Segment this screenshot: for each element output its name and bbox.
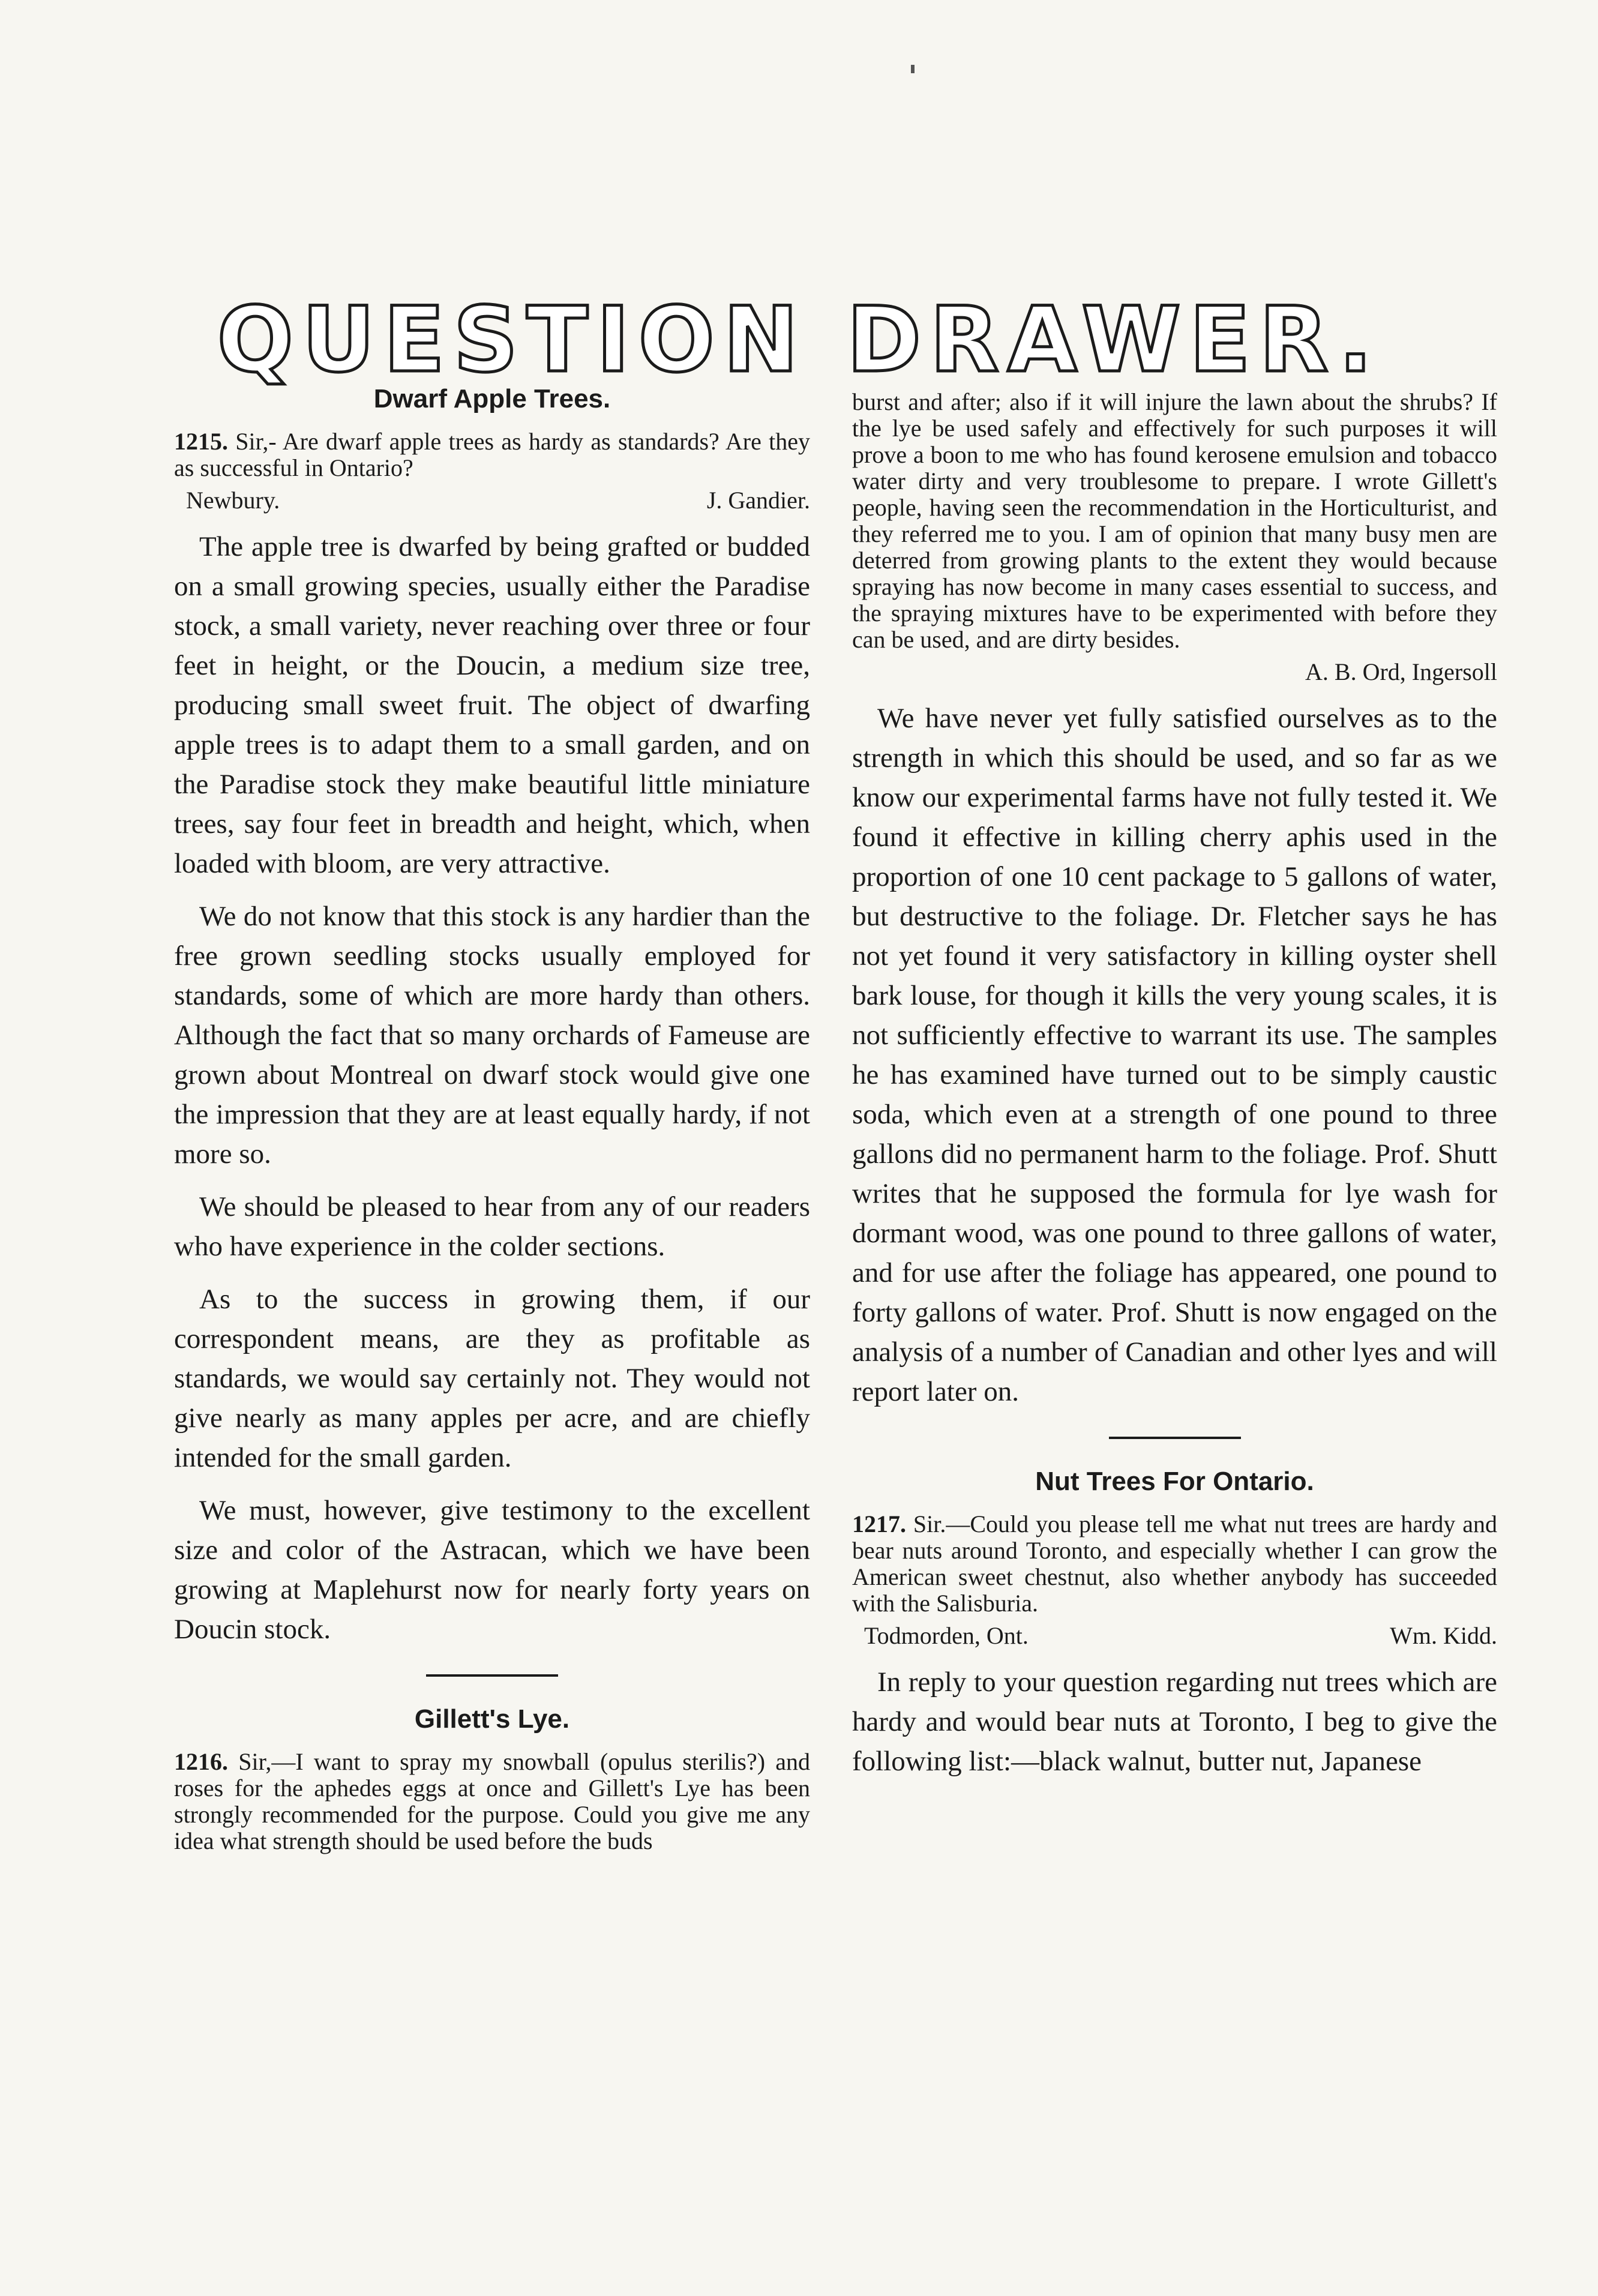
answer-paragraph: The apple tree is dwarfed by being grafted or budded on a small growing species, usually either the Paradise stock, a small variety, never reaching over three or four feet in height, or the Doucin, a medium size tree, producing small sweet fruit. The object of dwarfing apple trees is to adapt them to a small garden, and on the Paradise stock they make beautiful little miniature trees, say four feet in breadth and height, which, when loaded with bloom, are very attractive. — [174, 531, 810, 879]
question-1216-continued: burst and after; also if it will injure the lawn about the shrubs? If the lye be used safely and effectively for such purposes it will prove a boon to me who has found kerosene emulsion and tobacco water dirty and very troublesome to prepare. I wrote Gillett's people, having seen the recommendation in the Horticulturist, and they referred me to you. I am of opinion that many busy men are deterred from growing plants to the extent they would because spraying has now become in many cases essential to success, and the spraying mixtures have to be experimented with before they can be used, and are dirty besides. — [852, 388, 1497, 653]
signature-author: Wm. Kidd. — [1390, 1622, 1497, 1649]
right-column — [852, 389, 1497, 1794]
heading-dwarf-apple-trees: Dwarf Apple Trees. — [373, 384, 611, 413]
question-text: Sir,- Are dwarf apple trees as hardy as standards? Are they as successful in Ontario? — [174, 428, 810, 481]
signature-1217 — [864, 1620, 1497, 1651]
masthead-title: QUESTION DRAWER. — [217, 288, 1381, 392]
section-divider — [426, 1674, 558, 1677]
answer-paragraph: We must, however, give testimony to the excellent size and color of the Astracan, which we have been growing at Maplehurst now for nearly forty years on Doucin stock. — [174, 1495, 810, 1645]
signature-author: A. B. Ord, Ingersoll — [1305, 658, 1497, 685]
signature-place: Todmorden, Ont. — [864, 1622, 1029, 1649]
signature-1215 — [186, 485, 810, 516]
question-1216 — [174, 1749, 810, 1854]
stray-mark — [911, 65, 915, 73]
signature-1216 — [852, 657, 1497, 688]
answer-paragraph: We have never yet fully satisfied ourselves as to the strength in which this should be used, and so far as we know our experimental farms have not fully tested it. We found it effective in killing cherry aphis used in the proportion of one 10 cent package to 5 gallons of water, but destructive to the foliage. Dr. Fletcher says he has not yet found it very satisfactory in killing oyster shell bark louse, for though it kills the very young scales, it is not sufficiently effective to warrant its use. The samples he has examined have turned out to be simply caustic soda, which even at a strength of one pound to three gallons did no permanent harm to the foliage. Prof. Shutt writes that he supposed the formula for lye wash for dormant wood, was one pound to three gallons of water, and for use after the foliage has appeared, one pound to forty gallons of water. Prof. Shutt is now engaged on the analysis of a number of Canadian and other lyes and will report later on. — [852, 703, 1497, 1407]
heading-nut-trees: Nut Trees For Ontario. — [1035, 1467, 1314, 1496]
answer-paragraph: We should be pleased to hear from any of our readers who have experience in the colder sections. — [174, 1191, 810, 1262]
question-text: Sir,—I want to spray my snowball (opulus sterilis?) and roses for the aphedes eggs at once and Gillett's Lye has been strongly recommended for the purpose. Could you give me any idea what strength should be used before the buds — [174, 1748, 810, 1854]
question-number: 1215. — [174, 428, 228, 455]
signature-place: Newbury. — [186, 487, 280, 514]
question-number: 1216. — [174, 1748, 228, 1775]
question-1215 — [174, 428, 810, 481]
section-divider — [1109, 1437, 1241, 1439]
answer-paragraph: We do not know that this stock is any hardier than the free grown seedling stocks usually employed for standards, some of which are more hardy than others. Although the fact that so many orchards of Fameuse are grown about Montreal on dwarf stock would give one the impression that they are at least equally hardy, if not more so. — [174, 901, 810, 1170]
answer-paragraph: In reply to your question regarding nut trees which are hardy and would bear nuts at Toronto, I beg to give the following list:—black walnut, butter nut, Japanese — [852, 1666, 1497, 1777]
answer-paragraph: As to the success in growing them, if our correspondent means, are they as profitable as standards, we would say certainly not. They would not give nearly as many apples per acre, and are chiefly intended for the small garden. — [174, 1284, 810, 1473]
signature-author: J. Gandier. — [706, 487, 810, 514]
question-text: Sir.—Could you please tell me what nut trees are hardy and bear nuts around Toronto, and especially whether I can grow the American sweet chestnut, also whether anybody has succeeded with the Salisburia. — [852, 1510, 1497, 1617]
heading-gilletts-lye: Gillett's Lye. — [414, 1704, 570, 1734]
question-1217 — [852, 1511, 1497, 1617]
question-number: 1217. — [852, 1510, 906, 1537]
left-column — [174, 384, 810, 1854]
